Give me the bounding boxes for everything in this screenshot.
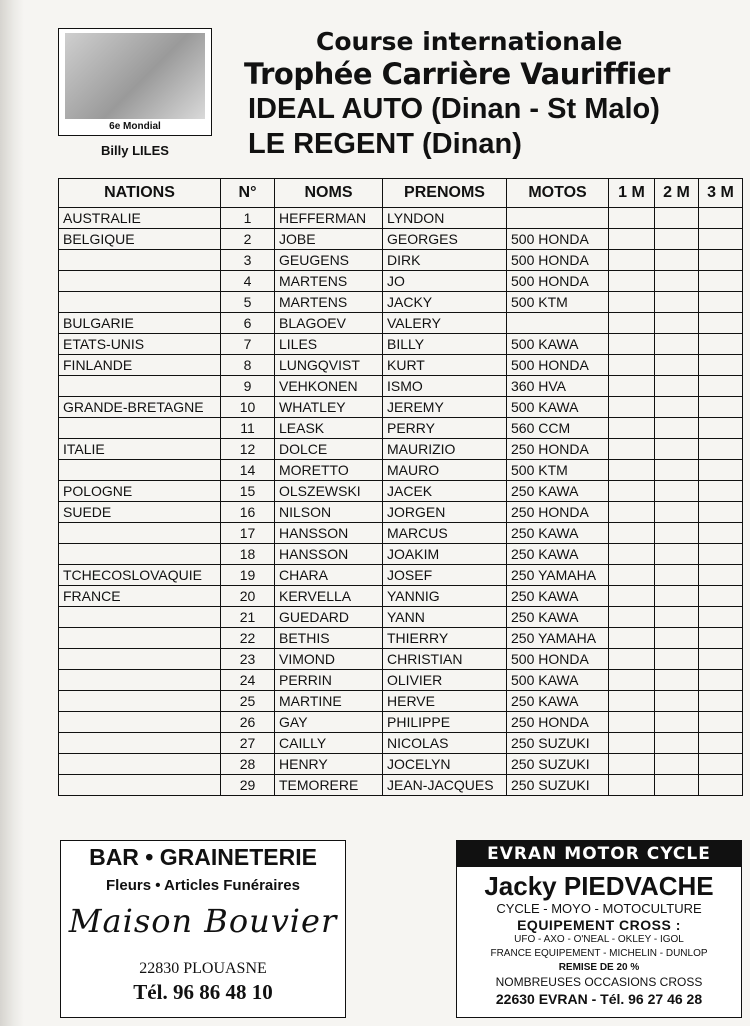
ad-right-line4: FRANCE EQUIPEMENT - MICHELIN - DUNLOP (490, 948, 708, 959)
number-cell: 28 (221, 754, 275, 775)
moto-cell (507, 313, 609, 334)
surname-cell: NILSON (275, 502, 383, 523)
firstname-cell: YANNIG (383, 586, 507, 607)
heat-result-cell (699, 712, 743, 733)
heat-result-cell (655, 439, 699, 460)
number-cell: 25 (221, 691, 275, 712)
surname-cell: WHATLEY (275, 397, 383, 418)
surname-cell: LEASK (275, 418, 383, 439)
surname-cell: GUEDARD (275, 607, 383, 628)
heat-result-cell (699, 229, 743, 250)
heat-result-cell (609, 712, 655, 733)
photo-rider-name: Billy LILES (101, 143, 169, 158)
nation-cell (59, 271, 221, 292)
number-cell: 11 (221, 418, 275, 439)
surname-cell: VEHKONEN (275, 376, 383, 397)
heat-result-cell (699, 733, 743, 754)
firstname-cell: DIRK (383, 250, 507, 271)
heat-result-cell (609, 544, 655, 565)
heat-result-cell (609, 775, 655, 796)
nation-cell: AUSTRALIE (59, 208, 221, 229)
event-title-block (244, 28, 744, 162)
sponsor-line1: IDEAL AUTO (Dinan - St Malo) (248, 93, 660, 125)
number-cell: 15 (221, 481, 275, 502)
heat-result-cell (655, 355, 699, 376)
surname-cell: GEUGENS (275, 250, 383, 271)
table-row (59, 565, 743, 586)
number-cell: 20 (221, 586, 275, 607)
heat-result-cell (699, 565, 743, 586)
number-cell: 10 (221, 397, 275, 418)
heat-result-cell (609, 208, 655, 229)
surname-cell: DOLCE (275, 439, 383, 460)
heat-result-cell (699, 523, 743, 544)
ad-left-subheading: Fleurs • Articles Funéraires (106, 877, 300, 894)
number-cell: 26 (221, 712, 275, 733)
moto-cell: 500 HONDA (507, 649, 609, 670)
heat-result-cell (699, 649, 743, 670)
surname-cell: GAY (275, 712, 383, 733)
heat-result-cell (609, 313, 655, 334)
moto-cell: 250 KAWA (507, 523, 609, 544)
nation-cell (59, 292, 221, 313)
firstname-cell: JEREMY (383, 397, 507, 418)
surname-cell: MARTENS (275, 271, 383, 292)
heat-result-cell (655, 775, 699, 796)
heat-result-cell (609, 586, 655, 607)
moto-cell: 250 KAWA (507, 481, 609, 502)
heat-result-cell (655, 271, 699, 292)
table-row (59, 250, 743, 271)
surname-cell: HEFFERMAN (275, 208, 383, 229)
heat-result-cell (699, 313, 743, 334)
moto-cell: 500 KTM (507, 460, 609, 481)
table-row (59, 712, 743, 733)
number-cell: 12 (221, 439, 275, 460)
surname-cell: BETHIS (275, 628, 383, 649)
number-cell: 2 (221, 229, 275, 250)
moto-cell: 250 YAMAHA (507, 565, 609, 586)
ad-right-line2: EQUIPEMENT CROSS : (517, 917, 681, 933)
number-cell: 6 (221, 313, 275, 334)
ad-left-address: 22830 PLOUASNE (139, 960, 267, 977)
surname-cell: KERVELLA (275, 586, 383, 607)
nation-cell (59, 523, 221, 544)
number-cell: 5 (221, 292, 275, 313)
heat-result-cell (609, 334, 655, 355)
moto-cell: 250 YAMAHA (507, 628, 609, 649)
table-row (59, 460, 743, 481)
nation-cell (59, 607, 221, 628)
firstname-cell: GEORGES (383, 229, 507, 250)
moto-cell: 250 SUZUKI (507, 754, 609, 775)
nation-cell: FRANCE (59, 586, 221, 607)
ad-right-line1: CYCLE - MOYO - MOTOCULTURE (496, 901, 702, 916)
firstname-cell: NICOLAS (383, 733, 507, 754)
surname-cell: MARTINE (275, 691, 383, 712)
heat-result-cell (699, 460, 743, 481)
heat-result-cell (699, 250, 743, 271)
surname-cell: HANSSON (275, 544, 383, 565)
ad-left-script-name: Maison Bouvier (68, 902, 338, 940)
page-binding-edge (0, 0, 24, 1026)
col-header-nations: NATIONS (59, 179, 221, 208)
heat-result-cell (655, 691, 699, 712)
number-cell: 1 (221, 208, 275, 229)
firstname-cell: MARCUS (383, 523, 507, 544)
col-header-heat2: 2 M (655, 179, 699, 208)
table-row (59, 271, 743, 292)
table-row (59, 418, 743, 439)
heat-result-cell (699, 607, 743, 628)
heat-result-cell (655, 418, 699, 439)
table-row (59, 313, 743, 334)
surname-cell: TEMORERE (275, 775, 383, 796)
nation-cell: GRANDE-BRETAGNE (59, 397, 221, 418)
moto-cell: 250 KAWA (507, 607, 609, 628)
nation-cell: ITALIE (59, 439, 221, 460)
surname-cell: CAILLY (275, 733, 383, 754)
number-cell: 22 (221, 628, 275, 649)
moto-cell: 560 CCM (507, 418, 609, 439)
heat-result-cell (609, 607, 655, 628)
heat-result-cell (609, 565, 655, 586)
moto-cell: 250 HONDA (507, 502, 609, 523)
table-row (59, 544, 743, 565)
heat-result-cell (609, 649, 655, 670)
table-row (59, 502, 743, 523)
heat-result-cell (655, 628, 699, 649)
heat-result-cell (655, 229, 699, 250)
rider-photo (65, 33, 205, 119)
nation-cell (59, 712, 221, 733)
heat-result-cell (609, 481, 655, 502)
firstname-cell: JACKY (383, 292, 507, 313)
number-cell: 3 (221, 250, 275, 271)
table-header-row (59, 179, 743, 208)
number-cell: 8 (221, 355, 275, 376)
firstname-cell: HERVE (383, 691, 507, 712)
col-header-number: N° (221, 179, 275, 208)
ad-maison-bouvier (60, 840, 346, 1018)
heat-result-cell (699, 208, 743, 229)
moto-cell: 250 SUZUKI (507, 775, 609, 796)
firstname-cell: CHRISTIAN (383, 649, 507, 670)
nation-cell: BELGIQUE (59, 229, 221, 250)
ad-right-line6: NOMBREUSES OCCASIONS CROSS (495, 975, 703, 989)
nation-cell: FINLANDE (59, 355, 221, 376)
heat-result-cell (699, 271, 743, 292)
event-title-line2: Trophée Carrière Vauriffier (244, 57, 670, 91)
table-row (59, 334, 743, 355)
firstname-cell: JACEK (383, 481, 507, 502)
number-cell: 16 (221, 502, 275, 523)
heat-result-cell (655, 586, 699, 607)
sponsor-line2: LE REGENT (Dinan) (248, 128, 522, 160)
moto-cell: 500 HONDA (507, 250, 609, 271)
heat-result-cell (609, 229, 655, 250)
heat-result-cell (655, 334, 699, 355)
ad-right-line3: UFO - AXO - O'NEAL - OKLEY - IGOL (514, 934, 684, 945)
heat-result-cell (609, 271, 655, 292)
number-cell: 7 (221, 334, 275, 355)
nation-cell (59, 733, 221, 754)
heat-result-cell (655, 649, 699, 670)
table-row (59, 670, 743, 691)
heat-result-cell (699, 754, 743, 775)
firstname-cell: JOCELYN (383, 754, 507, 775)
surname-cell: PERRIN (275, 670, 383, 691)
number-cell: 17 (221, 523, 275, 544)
nation-cell: BULGARIE (59, 313, 221, 334)
table-row (59, 775, 743, 796)
surname-cell: CHARA (275, 565, 383, 586)
heat-result-cell (699, 397, 743, 418)
firstname-cell: MAURO (383, 460, 507, 481)
firstname-cell: YANN (383, 607, 507, 628)
heat-result-cell (699, 292, 743, 313)
ad-right-line5: REMISE DE 20 % (558, 962, 640, 973)
heat-result-cell (655, 565, 699, 586)
ad-right-name: Jacky PIEDVACHE (484, 871, 714, 901)
nation-cell (59, 754, 221, 775)
heat-result-cell (609, 502, 655, 523)
table-row (59, 733, 743, 754)
table-row (59, 691, 743, 712)
table-row (59, 355, 743, 376)
nation-cell (59, 460, 221, 481)
firstname-cell: LYNDON (383, 208, 507, 229)
nation-cell (59, 775, 221, 796)
heat-result-cell (655, 208, 699, 229)
nation-cell: TCHECOSLOVAQUIE (59, 565, 221, 586)
moto-cell: 250 KAWA (507, 544, 609, 565)
moto-cell: 500 KAWA (507, 334, 609, 355)
heat-result-cell (609, 691, 655, 712)
table-row (59, 628, 743, 649)
col-header-heat1: 1 M (609, 179, 655, 208)
nation-cell (59, 691, 221, 712)
ad-evran-motor-cycle (456, 840, 742, 1018)
heat-result-cell (655, 544, 699, 565)
firstname-cell: JORGEN (383, 502, 507, 523)
firstname-cell: THIERRY (383, 628, 507, 649)
heat-result-cell (609, 418, 655, 439)
number-cell: 4 (221, 271, 275, 292)
nation-cell: SUEDE (59, 502, 221, 523)
moto-cell: 250 SUZUKI (507, 733, 609, 754)
nation-cell (59, 544, 221, 565)
ad-right-banner: EVRAN MOTOR CYCLE (457, 841, 741, 867)
heat-result-cell (699, 418, 743, 439)
moto-cell: 500 HONDA (507, 355, 609, 376)
event-title-line1: Course internationale (316, 27, 623, 56)
firstname-cell: OLIVIER (383, 670, 507, 691)
heat-result-cell (609, 670, 655, 691)
ad-right-line7: 22630 EVRAN - Tél. 96 27 46 28 (495, 991, 703, 1007)
table-row (59, 649, 743, 670)
firstname-cell: PHILIPPE (383, 712, 507, 733)
heat-result-cell (655, 250, 699, 271)
heat-result-cell (655, 607, 699, 628)
firstname-cell: KURT (383, 355, 507, 376)
number-cell: 19 (221, 565, 275, 586)
nation-cell (59, 649, 221, 670)
number-cell: 27 (221, 733, 275, 754)
heat-result-cell (609, 523, 655, 544)
heat-result-cell (609, 628, 655, 649)
heat-result-cell (655, 523, 699, 544)
heat-result-cell (699, 586, 743, 607)
table-row (59, 292, 743, 313)
heat-result-cell (699, 481, 743, 502)
firstname-cell: ISMO (383, 376, 507, 397)
table-row (59, 208, 743, 229)
moto-cell: 250 KAWA (507, 691, 609, 712)
ad-left-phone: Tél. 96 86 48 10 (133, 980, 273, 1004)
heat-result-cell (655, 712, 699, 733)
heat-result-cell (609, 733, 655, 754)
firstname-cell: JOSEF (383, 565, 507, 586)
heat-result-cell (655, 397, 699, 418)
moto-cell: 500 HONDA (507, 229, 609, 250)
entry-list-body (59, 208, 743, 796)
col-header-firstnames: PRENOMS (383, 179, 507, 208)
heat-result-cell (609, 250, 655, 271)
col-header-names: NOMS (275, 179, 383, 208)
heat-result-cell (655, 670, 699, 691)
heat-result-cell (655, 313, 699, 334)
table-row (59, 439, 743, 460)
firstname-cell: JOAKIM (383, 544, 507, 565)
surname-cell: MARTENS (275, 292, 383, 313)
heat-result-cell (655, 376, 699, 397)
nation-cell (59, 628, 221, 649)
heat-result-cell (699, 670, 743, 691)
table-row (59, 397, 743, 418)
heat-result-cell (655, 292, 699, 313)
surname-cell: HENRY (275, 754, 383, 775)
firstname-cell: MAURIZIO (383, 439, 507, 460)
surname-cell: MORETTO (275, 460, 383, 481)
nation-cell (59, 418, 221, 439)
photo-caption: 6e Mondial (109, 121, 161, 132)
heat-result-cell (699, 628, 743, 649)
table-row (59, 586, 743, 607)
table-row (59, 229, 743, 250)
heat-result-cell (699, 691, 743, 712)
firstname-cell: JO (383, 271, 507, 292)
heat-result-cell (609, 292, 655, 313)
nation-cell (59, 250, 221, 271)
heat-result-cell (699, 355, 743, 376)
number-cell: 23 (221, 649, 275, 670)
firstname-cell: VALERY (383, 313, 507, 334)
nation-cell: POLOGNE (59, 481, 221, 502)
heat-result-cell (699, 775, 743, 796)
surname-cell: HANSSON (275, 523, 383, 544)
table-row (59, 376, 743, 397)
moto-cell: 500 HONDA (507, 271, 609, 292)
table-row (59, 754, 743, 775)
heat-result-cell (655, 460, 699, 481)
heat-result-cell (655, 733, 699, 754)
heat-result-cell (655, 754, 699, 775)
surname-cell: VIMOND (275, 649, 383, 670)
number-cell: 18 (221, 544, 275, 565)
heat-result-cell (609, 460, 655, 481)
moto-cell: 250 KAWA (507, 586, 609, 607)
heat-result-cell (699, 334, 743, 355)
moto-cell: 500 KAWA (507, 670, 609, 691)
heat-result-cell (699, 502, 743, 523)
rider-photo-frame (58, 28, 212, 136)
heat-result-cell (609, 397, 655, 418)
heat-result-cell (699, 439, 743, 460)
surname-cell: OLSZEWSKI (275, 481, 383, 502)
heat-result-cell (609, 754, 655, 775)
firstname-cell: PERRY (383, 418, 507, 439)
moto-cell: 500 KTM (507, 292, 609, 313)
nation-cell: ETATS-UNIS (59, 334, 221, 355)
table-row (59, 481, 743, 502)
moto-cell: 360 HVA (507, 376, 609, 397)
surname-cell: LILES (275, 334, 383, 355)
number-cell: 14 (221, 460, 275, 481)
number-cell: 9 (221, 376, 275, 397)
nation-cell (59, 670, 221, 691)
heat-result-cell (699, 544, 743, 565)
entry-list-table (58, 178, 743, 796)
number-cell: 24 (221, 670, 275, 691)
heat-result-cell (609, 376, 655, 397)
nation-cell (59, 376, 221, 397)
heat-result-cell (609, 355, 655, 376)
col-header-heat3: 3 M (699, 179, 743, 208)
heat-result-cell (699, 376, 743, 397)
surname-cell: LUNGQVIST (275, 355, 383, 376)
moto-cell (507, 208, 609, 229)
table-row (59, 523, 743, 544)
table-row (59, 607, 743, 628)
ad-left-heading: BAR • GRAINETERIE (89, 844, 317, 870)
firstname-cell: BILLY (383, 334, 507, 355)
moto-cell: 250 HONDA (507, 712, 609, 733)
firstname-cell: JEAN-JACQUES (383, 775, 507, 796)
heat-result-cell (655, 481, 699, 502)
moto-cell: 500 KAWA (507, 397, 609, 418)
col-header-motos: MOTOS (507, 179, 609, 208)
number-cell: 21 (221, 607, 275, 628)
heat-result-cell (655, 502, 699, 523)
surname-cell: BLAGOEV (275, 313, 383, 334)
moto-cell: 250 HONDA (507, 439, 609, 460)
surname-cell: JOBE (275, 229, 383, 250)
number-cell: 29 (221, 775, 275, 796)
heat-result-cell (609, 439, 655, 460)
